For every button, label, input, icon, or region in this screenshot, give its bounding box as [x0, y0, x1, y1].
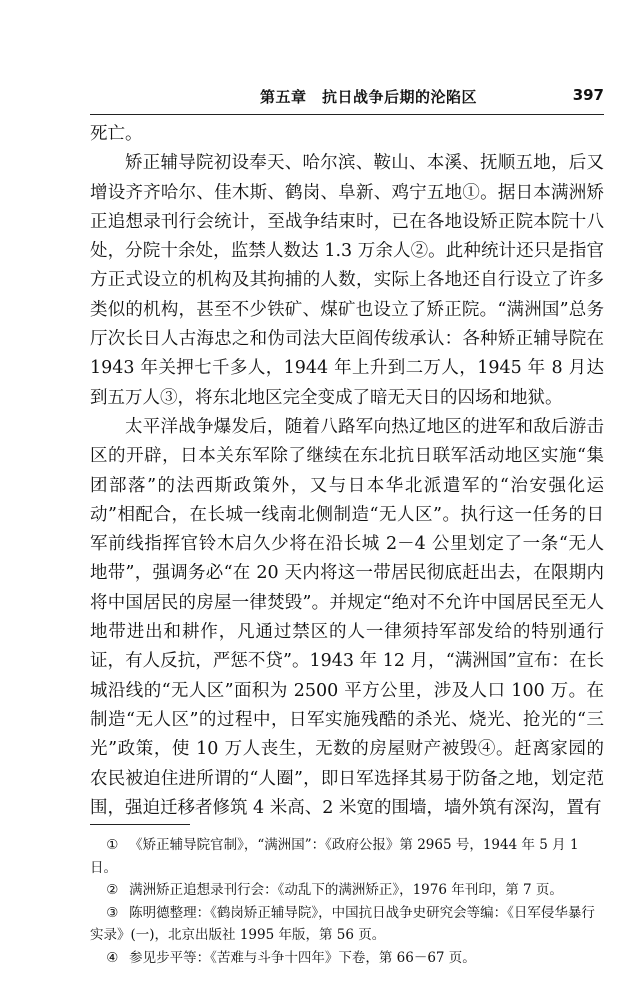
running-header	[90, 84, 604, 115]
main-text	[90, 120, 604, 823]
footnote	[90, 947, 604, 970]
footnote-text: 陈明德整理：《鹤岗矫正辅导院》，中国抗日战争史研究会等编：《日军侵华暴行实录》(一)，北京出版社 1995 年版，第 56 页。	[90, 904, 595, 943]
footnote-text: 《矫正辅导院官制》，“满洲国”：《政府公报》第 2965 号，1944 年 5 月 1 日。	[90, 837, 579, 876]
footnote-text: 参见步平等：《苦难与斗争十四年》下卷，第 66－67 页。	[129, 949, 476, 966]
page-number: 397	[572, 86, 604, 104]
footnote-mark: ①	[106, 837, 119, 853]
footnote-divider	[90, 824, 190, 825]
footnote-mark: ②	[106, 882, 119, 898]
paragraph: 死亡。	[90, 124, 143, 144]
footnote	[90, 834, 604, 879]
chapter-title: 第五章 抗日战争后期的沦陷区	[260, 88, 478, 106]
footnote-mark: ④	[106, 949, 119, 966]
paragraph: 矫正辅导院初设奉天、哈尔滨、鞍山、本溪、抚顺五地，后又增设齐齐哈尔、佳木斯、鹤岗、阜新、鸡宁五地①。据日本满洲矫正追想录刊行会统计，至战争结束时，已在各地设矫正院本院十八处，分院十余处，监禁人数达 1.3 万余人②。此种统计还只是指官方正式设立的机构及其拘捕的人数，实际上各地还自行设立了许多类似的机构，甚至不少铁矿、煤矿也设立了矫正院。“满洲国”总务厅次长日人古海忠之和伪司法大臣阎传绂承认：各种矫正辅导院在 1943 年关押七千多人，1944 年上升到二万人，1945 年 8 月达到五万人③，将东北地区完全变成了暗无天日的囚场和地狱。	[90, 153, 604, 408]
footnote-mark: ③	[106, 904, 119, 921]
paragraph: 太平洋战争爆发后，随着八路军向热辽地区的进军和敌后游击区的开辟，日本关东军除了继续在东北抗日联军活动地区实施“集团部落”的法西斯政策外，又与日本华北派遣军的“治安强化运动”相配合，在长城一线南北侧制造“无人区”。执行这一任务的日军前线指挥官铃木启久少将在沿长城 2－4 公里划定了一条“无人地带”，强调务必“在 20 天内将这一带居民彻底赶出去，在限期内将中国居民的房屋一律焚毁”。并规定“绝对不允许中国居民至无人地带进出和耕作，凡通过禁区的人一律须持军部发给的特别通行证，有人反抗，严惩不贷”。1943 年 12 月，“满洲国”宣布：在长城沿线的“无人区”面积为 2500 平方公里，涉及人口 100 万。在制造“无人区”的过程中，日军实施残酷的杀光、烧光、抢光的“三光”政策，使 10 万人丧生，无数的房屋财产被毁④。赶离家园的农民被迫住进所谓的“人圈”，即日军选择其易于防备之地，划定范围，强迫迁移者修筑 4 米高、2 米宽的围墙，墙外筑有深沟，置有	[90, 416, 604, 818]
footnote	[90, 879, 604, 902]
footnote	[90, 902, 604, 947]
footnote-text: 满洲矫正追想录刊行会：《动乱下的满洲矫正》，1976 年刊印，第 7 页。	[129, 882, 563, 898]
footnotes	[90, 834, 604, 969]
